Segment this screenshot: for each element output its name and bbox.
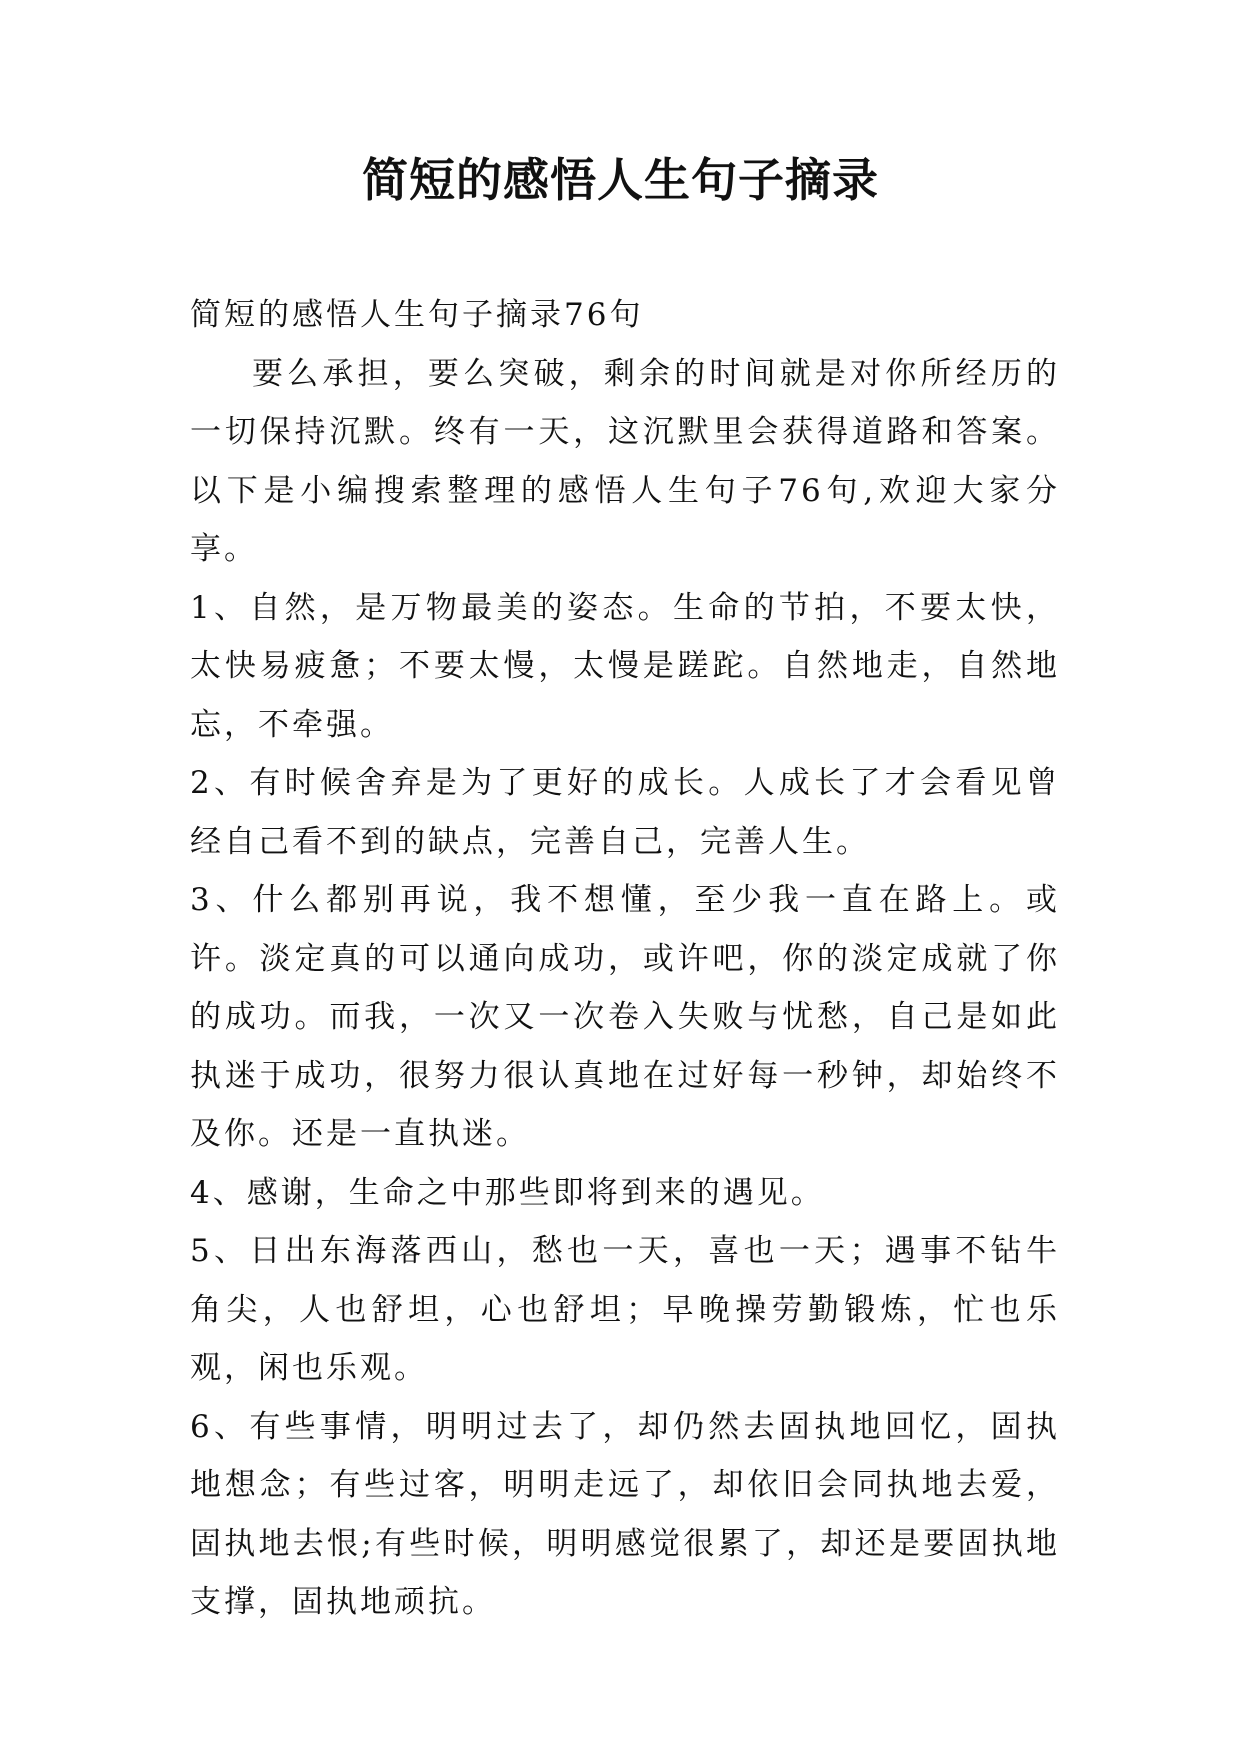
quote-item-6: 6、有些事情，明明过去了，却仍然去固执地回忆，固执地想念；有些过客，明明走远了，却依旧会同执地去爱，固执地去恨;有些时候，明明感觉很累了，却还是要固执地支撑，固执地顽抗。 [190,1408,1060,1620]
quote-item-2: 2、有时候舍弃是为了更好的成长。人成长了才会看见曾经自己看不到的缺点，完善自己，完善人生。 [190,765,1060,860]
quote-item-5: 5、日出东海落西山，愁也一天，喜也一天；遇事不钻牛角尖，人也舒坦，心也舒坦；早晚操劳勤锻炼，忙也乐观，闲也乐观。 [190,1233,1060,1386]
quote-item-3: 3、什么都别再说，我不想懂，至少我一直在路上。或许。淡定真的可以通向成功，或许吧，你的淡定成就了你的成功。而我，一次又一次卷入失败与忧愁，自己是如此执迷于成功，很努力很认真地在过好每一秒钟，却始终不及你。还是一直执迷。 [190,882,1060,1152]
intro-paragraph: 要么承担，要么突破，剩余的时间就是对你所经历的一切保持沉默。终有一天，这沉默里会获得道路和答案。以下是小编搜索整理的感悟人生句子76句,欢迎大家分享。 [190,355,1060,567]
document-body [190,286,1060,1632]
quote-item-4: 4、感谢，生命之中那些即将到来的遇见。 [190,1174,825,1211]
quote-item-1: 1、自然，是万物最美的姿态。生命的节拍，不要太快，太快易疲惫；不要太慢，太慢是蹉跎。自然地走，自然地忘，不牵强。 [190,589,1060,743]
document-subtitle: 简短的感悟人生句子摘录76句 [190,297,644,333]
document-title: 简短的感悟人生句子摘录 [362,153,879,207]
